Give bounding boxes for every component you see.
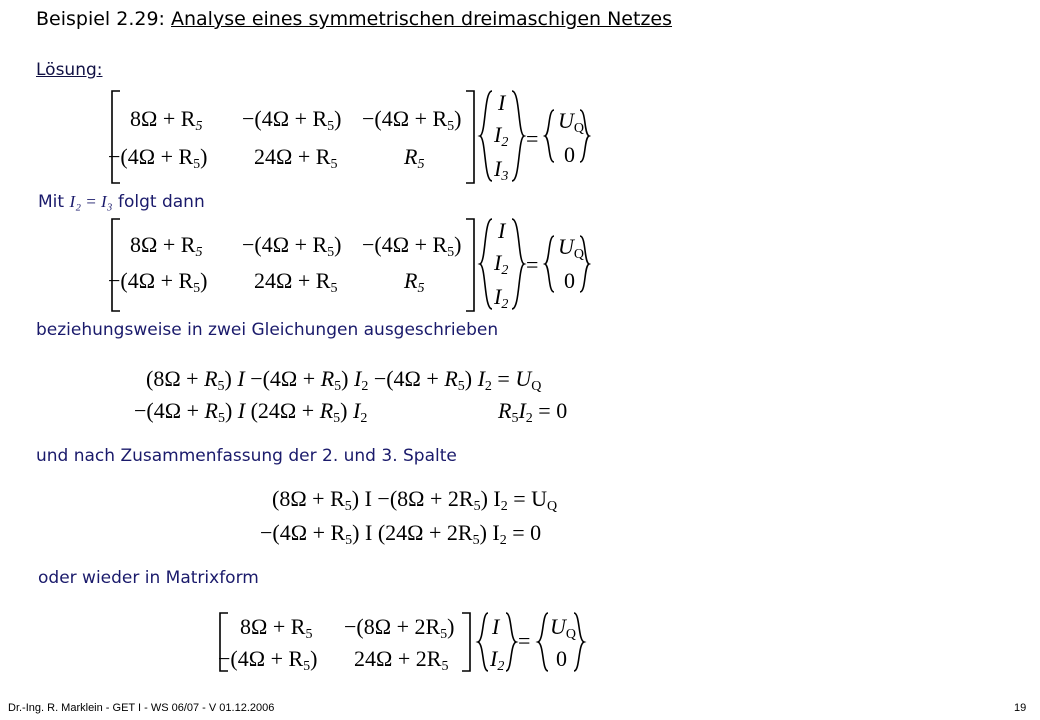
eq2-r1c2: −(4Ω + R5) [242, 232, 342, 260]
eq2-rhs2: 0 [564, 268, 575, 293]
eq5-r1c1: 8Ω + R5 [240, 614, 313, 642]
equation-4 [256, 480, 596, 550]
eq2-v1: I [498, 218, 506, 243]
caption-4: oder wieder in Matrixform [38, 568, 259, 588]
eq1-v3: I3 [494, 156, 509, 184]
eq1-v1: I [498, 90, 506, 115]
eq1-r2c2: 24Ω + R5 [254, 144, 338, 172]
eq5-equals: = [518, 628, 531, 653]
eq4-line1: (8Ω + R5) I −(8Ω + 2R5) I2 = UQ [272, 486, 558, 514]
eq1-rhs1: UQ [558, 108, 585, 136]
eq4-line2: −(4Ω + R5) I (24Ω + 2R5) I2 = 0 [260, 520, 542, 548]
eq2-r2c3: R5 [404, 268, 425, 296]
eq2-rhs1: UQ [558, 234, 585, 262]
eq1-v2: I2 [494, 122, 509, 150]
caption-2: beziehungsweise in zwei Gleichungen ausgeschrieben [36, 320, 499, 340]
eq1-r1c1: 8Ω + R5 [130, 106, 203, 134]
eq5-v2: I2 [490, 646, 505, 674]
equation-5 [216, 610, 596, 674]
eq2-r1c3: −(4Ω + R5) [362, 232, 462, 260]
equation-3 [126, 360, 606, 430]
slide-title [36, 8, 672, 30]
eq5-rhs2: 0 [556, 646, 567, 671]
caption-mit: Mit I₂ = I₃ folgt dann [38, 192, 205, 212]
eq5-r1c2: −(8Ω + 2R5) [344, 614, 455, 642]
eq5-v1: I [492, 614, 500, 639]
eq1-rhs2: 0 [564, 142, 575, 167]
equation-1 [108, 88, 608, 188]
equation-2 [108, 216, 608, 316]
eq1-r1c2: −(4Ω + R5) [242, 106, 342, 134]
eq3-line1: (8Ω + R5) I −(4Ω + R5) I2 −(4Ω + R5) I2 = UQ [146, 366, 542, 394]
eq5-rhs1: UQ [550, 614, 577, 642]
caption-3: und nach Zusammenfassung der 2. und 3. Spalte [36, 446, 457, 466]
eq2-v2: I2 [494, 250, 509, 278]
title-prefix: Beispiel 2.29: [36, 8, 171, 30]
title-main: Analyse eines symmetrischen dreimaschigen Netzes [171, 8, 673, 30]
eq2-v3: I2 [494, 284, 509, 312]
eq1-r2c3: R5 [404, 144, 425, 172]
footer-text: Dr.-Ing. R. Marklein - GET I - WS 06/07 - V 01.12.2006 [8, 702, 275, 714]
eq5-r2c1: −(4Ω + R5) [218, 646, 318, 674]
page-number: 19 [1014, 702, 1027, 714]
eq2-equals: = [526, 252, 539, 277]
eq3-line2: −(4Ω + R5) I (24Ω + R5) I2 [134, 398, 368, 426]
eq1-equals: = [526, 126, 539, 151]
caption-mit-equation: I₂ = I₃ [69, 192, 113, 211]
eq3-line2-end: R5I2 = 0 [498, 398, 568, 426]
eq2-r1c1: 8Ω + R5 [130, 232, 203, 260]
eq1-r1c3: −(4Ω + R5) [362, 106, 462, 134]
eq2-r2c2: 24Ω + R5 [254, 268, 338, 296]
eq5-r2c2: 24Ω + 2R5 [354, 646, 449, 674]
eq1-r2c1: −(4Ω + R5) [108, 144, 208, 172]
eq2-r2c1: −(4Ω + R5) [108, 268, 208, 296]
solution-label: Lösung: [36, 60, 103, 80]
